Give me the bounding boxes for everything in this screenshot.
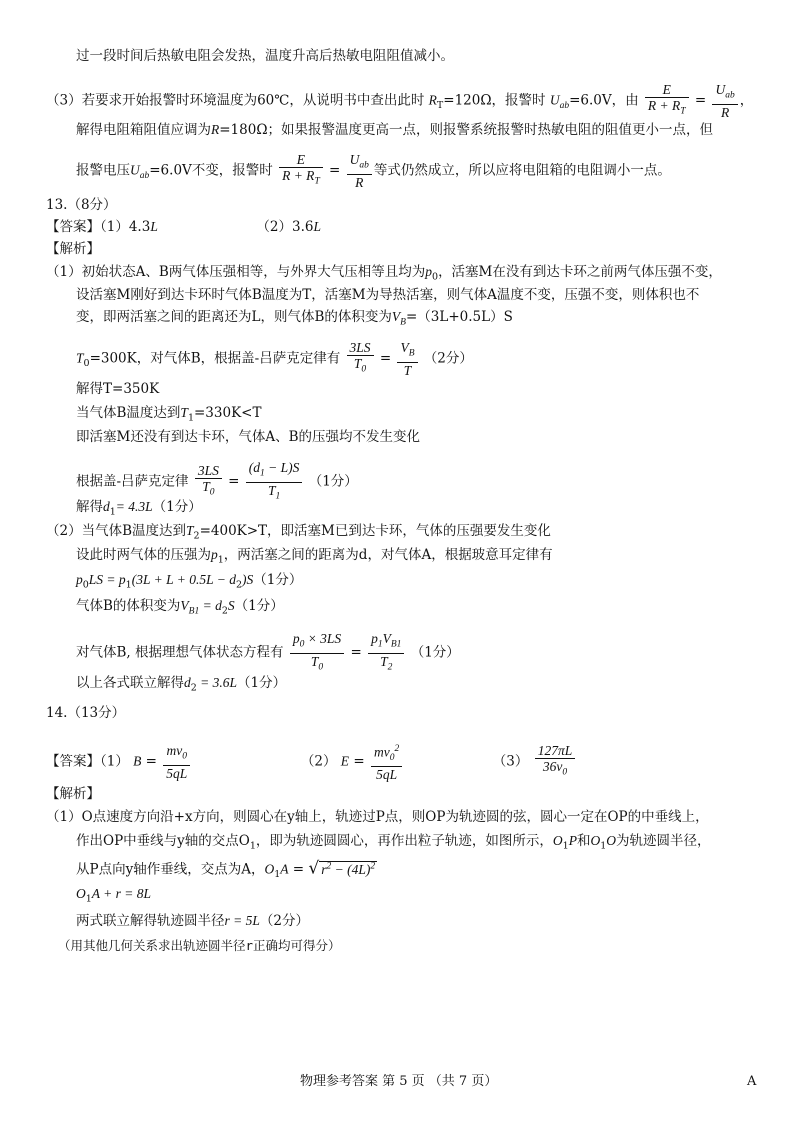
text-line: 以上各式联立解得$d_2 = 3.6L(1$分） — [76, 675, 287, 694]
grading-note: （用其他几何关系求出轨迹圆半径r正确均可得分） — [58, 938, 341, 953]
text-line: 根据盖-吕萨克定律 $\frac{3LS}{T_0}$ = $\frac{(d_1 - L)S}{T_1}$ （1分） — [76, 460, 358, 504]
text-line: $T_0=300K$，对气体B，根据盖-吕萨克定律有 $\frac{3LS}{T_0}$ = $\frac{V_B}{T}$ （2分） — [76, 340, 473, 378]
text-line: （3）若要求开始报警时环境温度为60℃，从说明书中查出此时 $R_T=120\Omega$，报警时 $U_{ab}=6.0V$，由 $\frac{E}{R + R_T}$ = $\frac{U_{ab}}{R}$ ， — [46, 82, 754, 120]
text-line: 解得电阻箱阻值应调为R=180Ω；如果报警温度更高一点，则报警系统报警时热敏电阻的阻值更小一点，但 — [76, 122, 714, 138]
text-line: 即活塞M还没有到达卡环，气体A、B的压强均不发生变化 — [76, 429, 420, 445]
text-line: 过一段时间后热敏电阻会发热，温度升高后热敏电阻阻值减小。 — [76, 48, 454, 64]
answer-13: 【答案】（1）4.3L （2）3.6L — [46, 219, 321, 235]
text-line: 设此时两气体的压强为$p_1$，两活塞之间的距离为d，对气体A，根据玻意耳定律有 — [76, 547, 553, 566]
fraction: $\frac{3LS}{T_0}$ — [195, 463, 222, 501]
text-line: 解得T=350K — [76, 381, 160, 397]
fraction: $\frac{mv_0^2}{5qL}$ — [371, 742, 402, 782]
equation: $p_0LS = p_1(3L + L + 0.5L - d_2)S(1$分） — [76, 572, 303, 591]
fraction: $\frac{p_1V_{B1}}{T_2}$ — [368, 631, 404, 675]
text-line: 设活塞M刚好到达卡环时气体B温度为T，活塞M为导热活塞，则气体A温度不变，压强不变，则体积也不 — [76, 287, 700, 303]
text-line: 变，即两活塞之间的距离还为L，则气体B的体积变为$V_B=(3L+0.5L)S$ — [76, 309, 513, 328]
text-line: （2）当气体B温度达到$T_2=400K>T$，即活塞M已到达卡环，气体的压强要发生变化 — [46, 523, 551, 542]
fraction: $\frac{3LS}{T_0}$ — [347, 340, 374, 378]
fraction: $\frac{E}{R + R_T}$ — [645, 82, 689, 120]
paper-version-mark: A — [747, 1074, 757, 1089]
fraction: $\frac{p_0 \times 3LS}{T_0}$ — [290, 631, 344, 675]
fraction: $\frac{127\pi L}{36v_0}$ — [535, 743, 576, 781]
text-line: 解得$d_1= 4.3L(1$分） — [76, 499, 202, 518]
fraction: $\frac{mv_0}{5qL}$ — [163, 743, 190, 781]
text-line: 当气体B温度达到$T_1=330K<T$ — [76, 405, 262, 424]
text-line: 从P点向y轴作垂线，交点为A，$O_1A$ = √ $r^2 - (4L)^2$ — [76, 858, 376, 881]
answer-14: 【答案】（1） B = $\frac{mv_0}{5qL}$ （2） E = $\frac{mv_0^2}{5qL}$ （3） $\frac{127\pi L}{36v_0}$ — [46, 742, 577, 782]
fraction: $\frac{U_{ab}}{R}$ — [712, 82, 737, 120]
equation: $O_1A + r = 8L$ — [76, 886, 152, 905]
text-line: （1）O点速度方向沿+x方向，则圆心在y轴上，轨迹过P点，则OP为轨迹圆的弦，圆心一定在OP的中垂线上， — [46, 809, 709, 825]
text-line: 两式联立解得轨迹圆半径r = 5L（2分） — [76, 913, 309, 929]
analysis-label: 【解析】 — [46, 241, 100, 257]
question-14-header: 14.（13分） — [46, 705, 126, 721]
question-13-header: 13.（8分） — [46, 197, 117, 213]
text-line: 对气体B, 根据理想气体状态方程有 $\frac{p_0 \times 3LS}{T_0}$ = $\frac{p_1V_{B1}}{T_2}$ （1分） — [76, 631, 460, 675]
text-line: 报警电压$U_{ab}=6.0V$不变，报警时 $\frac{E}{R + R_T}$ = $\frac{U_{ab}}{R}$ 等式仍然成立，所以应将电阻箱的电阻调小一点。 — [76, 152, 671, 190]
fraction: $\frac{(d_1 - L)S}{T_1}$ — [246, 460, 303, 504]
fraction: $\frac{E}{R + R_T}$ — [279, 152, 323, 190]
fraction: $\frac{U_{ab}}{R}$ — [347, 152, 372, 190]
fraction: $\frac{V_B}{T}$ — [397, 340, 417, 378]
page-footer: 物理参考答案 第 5 页 （共 7 页） — [300, 1074, 498, 1089]
text-line: 作出OP中垂线与y轴的交点$O_1$，即为轨迹圆圆心，再作出粒子轨迹，如图所示，$O_1P$和$O_1O$为轨迹圆半径， — [76, 833, 711, 852]
text-line: 气体B的体积变为$V_{B1} = d_2S(1$分） — [76, 598, 284, 617]
text-line: （1）初始状态A、B两气体压强相等，与外界大气压相等且均为$p_0$，活塞M在没有到达卡环之前两气体压强不变， — [46, 264, 722, 283]
analysis-label: 【解析】 — [46, 786, 100, 802]
